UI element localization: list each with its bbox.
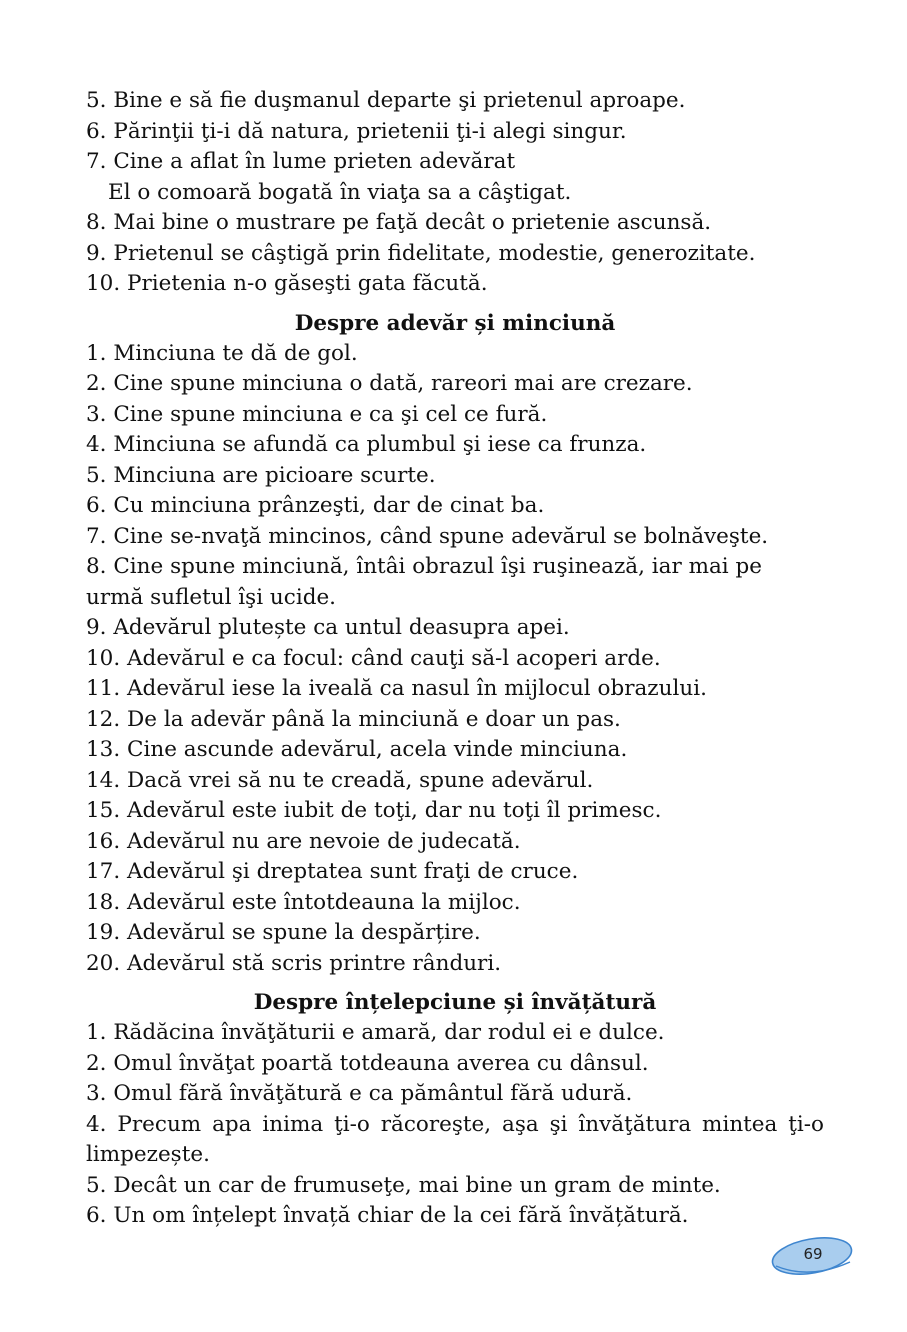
proverb-line: 4. Precum apa inima ţi-o răcoreşte, aşa şi învăţătura mintea ţi-o limpezește.	[86, 1111, 824, 1167]
proverb-line: 1. Minciuna te dă de gol.	[86, 340, 358, 366]
proverb-line: 3. Omul fără învăţătură e ca pământul fără udură.	[86, 1081, 633, 1106]
proverb-line: 9. Adevărul plutește ca untul deasupra apei.	[86, 615, 570, 640]
proverb-line: 5. Bine e să fie duşmanul departe şi prietenul aproape.	[86, 88, 686, 113]
proverb-line: 1. Rădăcina învăţăturii e amară, dar rodul ei e dulce.	[86, 1020, 665, 1045]
proverb-line: 8. Cine spune minciună, întâi obrazul îşi ruşinează, iar mai pe urmă sufletul îşi ucide.	[86, 554, 762, 610]
proverb-line: 6. Un om înțelept învață chiar de la cei fără învățătură.	[86, 1203, 689, 1228]
proverb-line: 10. Adevărul e ca focul: când cauţi să-l acoperi arde.	[86, 645, 661, 671]
page-content	[86, 86, 824, 1232]
proverb-line: 6. Cu minciuna prânzeşti, dar de cinat ba.	[86, 493, 545, 518]
proverb-line: 8. Mai bine o mustrare pe faţă decât o prietenie ascunsă.	[86, 210, 712, 235]
proverb-line: 5. Minciuna are picioare scurte.	[86, 462, 436, 488]
proverb-line: 6. Părinţii ţi-i dă natura, prietenii ţi-i alegi singur.	[86, 118, 627, 144]
proverb-line: 16. Adevărul nu are nevoie de judecată.	[86, 828, 521, 854]
page-number: 69	[803, 1245, 823, 1263]
proverb-line: 17. Adevărul şi dreptatea sunt fraţi de cruce.	[86, 859, 579, 884]
section-heading-truth: Despre adevăr și minciună	[294, 310, 616, 336]
proverb-line: 10. Prietenia n-o găseşti gata făcută.	[86, 271, 488, 296]
proverb-line: 9. Prietenul se câştigă prin fidelitate, modestie, generozitate.	[86, 240, 756, 266]
proverb-line: 2. Omul învăţat poartă totdeauna averea cu dânsul.	[86, 1050, 649, 1076]
proverb-line: 11. Adevărul iese la iveală ca nasul în mijlocul obrazului.	[86, 676, 707, 701]
proverb-line: 7. Cine se-nvaţă mincinos, când spune adevărul se bolnăveşte.	[86, 523, 769, 549]
proverb-line: 20. Adevărul stă scris printre rânduri.	[86, 950, 502, 976]
proverb-line: 7. Cine a aflat în lume prieten adevărat	[86, 149, 516, 174]
proverb-line: 13. Cine ascunde adevărul, acela vinde minciuna.	[86, 737, 628, 762]
section-heading-wisdom: Despre înțelepciune și învățătură	[253, 990, 657, 1015]
proverb-line: 5. Decât un car de frumuseţe, mai bine un gram de minte.	[86, 1172, 721, 1198]
proverb-line: 2. Cine spune minciuna o dată, rareori mai are crezare.	[86, 371, 693, 396]
proverb-line: 12. De la adevăr până la minciună e doar un pas.	[86, 706, 621, 732]
proverb-line: 3. Cine spune minciuna e ca şi cel ce fură.	[86, 401, 548, 427]
proverb-line: 15. Adevărul este iubit de toţi, dar nu toţi îl primesc.	[86, 798, 662, 823]
proverb-line: 18. Adevărul este întotdeauna la mijloc.	[86, 889, 521, 915]
proverb-line: 14. Dacă vrei să nu te creadă, spune adevărul.	[86, 767, 594, 793]
proverb-line-continuation: El o comoară bogată în viaţa sa a câştigat.	[108, 179, 572, 205]
proverb-line: 19. Adevărul se spune la despărțire.	[86, 920, 481, 945]
page-number-badge	[770, 1236, 856, 1278]
proverb-line: 4. Minciuna se afundă ca plumbul şi iese ca frunza.	[86, 432, 647, 457]
